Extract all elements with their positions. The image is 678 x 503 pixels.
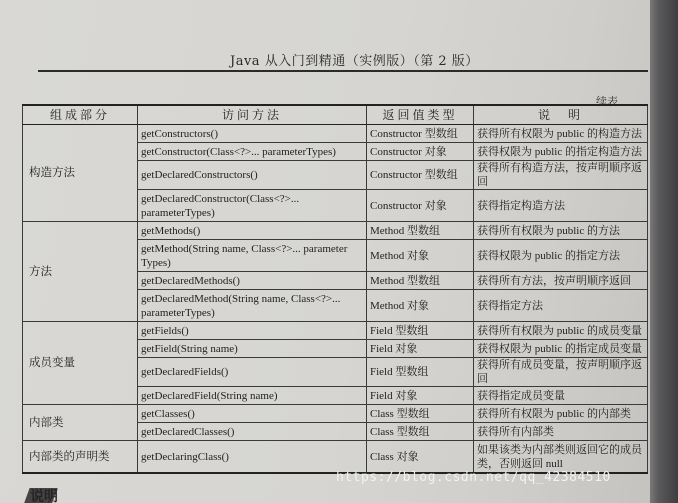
return-type-cell: Constructor 对象 [367,143,474,161]
page-header-title: Java 从入门到精通（实例版）（第 2 版） [230,54,479,69]
return-type-cell: Method 型数组 [367,222,474,240]
header-component: 组成部分 [23,105,138,125]
url-watermark: https://blog.csdn.net/qq_42384510 [336,470,611,485]
header-rule [38,70,648,72]
description-cell: 获得指定成员变量 [474,387,648,405]
table-row [23,222,648,240]
method-cell: getDeclaredConstructor(Class<?>... parameterTypes) [138,190,367,222]
method-cell: getField(String name) [138,340,367,358]
header-return-type: 返回值类型 [367,105,474,125]
return-type-cell: Field 型数组 [367,358,474,387]
method-cell: getDeclaredMethods() [138,272,367,290]
group-declaring-class: 内部类的声明类 [23,441,138,474]
description-cell: 如果该类为内部类则返回它的成员类，否则返回 null [474,441,648,474]
description-cell: 获得所有权限为 public 的内部类 [474,405,648,423]
return-type-cell: Class 型数组 [367,405,474,423]
description-cell: 获得权限为 public 的指定方法 [474,240,648,272]
method-cell: getClasses() [138,405,367,423]
return-type-cell: Method 对象 [367,290,474,322]
method-cell: getConstructors() [138,125,367,143]
return-type-cell: Field 型数组 [367,322,474,340]
method-cell: getConstructor(Class<?>... parameterTypes) [138,143,367,161]
description-cell: 获得指定构造方法 [474,190,648,222]
description-cell: 获得所有权限为 public 的成员变量 [474,322,648,340]
return-type-cell: Constructor 型数组 [367,161,474,190]
method-cell: getDeclaredMethod(String name, Class<?>... parameterTypes) [138,290,367,322]
method-cell: getDeclaringClass() [138,441,367,474]
table-row [23,405,648,423]
method-cell: getDeclaredConstructors() [138,161,367,190]
return-type-cell: Field 对象 [367,340,474,358]
note-badge: 说明 [30,489,58,503]
group-methods: 方法 [23,222,138,322]
description-cell: 获得所有构造方法，按声明顺序返回 [474,161,648,190]
description-cell: 获得指定方法 [474,290,648,322]
method-cell: getDeclaredFields() [138,358,367,387]
description-cell: 获得权限为 public 的指定成员变量 [474,340,648,358]
method-cell: getDeclaredField(String name) [138,387,367,405]
reflection-methods-table [22,104,648,474]
header-description: 说 明 [474,105,648,125]
description-cell: 获得所有成员变量，按声明顺序返回 [474,358,648,387]
return-type-cell: Method 型数组 [367,272,474,290]
return-type-cell: Constructor 型数组 [367,125,474,143]
description-cell: 获得所有权限为 public 的构造方法 [474,125,648,143]
description-cell: 获得所有内部类 [474,423,648,441]
table-row [23,322,648,340]
group-inner-classes: 内部类 [23,405,138,441]
method-cell: getFields() [138,322,367,340]
table-row [23,125,648,143]
method-cell: getDeclaredClasses() [138,423,367,441]
group-fields: 成员变量 [23,322,138,405]
table-row [23,441,648,474]
return-type-cell: Method 对象 [367,240,474,272]
method-cell: getMethods() [138,222,367,240]
continued-label: 续表 [596,95,618,108]
header-method: 访问方法 [138,105,367,125]
description-cell: 获得权限为 public 的指定构造方法 [474,143,648,161]
return-type-cell: Class 对象 [367,441,474,474]
return-type-cell: Class 型数组 [367,423,474,441]
description-cell: 获得所有权限为 public 的方法 [474,222,648,240]
method-cell: getMethod(String name, Class<?>... parameter Types) [138,240,367,272]
description-cell: 获得所有方法，按声明顺序返回 [474,272,648,290]
table-header-row [23,105,648,125]
return-type-cell: Field 对象 [367,387,474,405]
group-constructors: 构造方法 [23,125,138,222]
return-type-cell: Constructor 对象 [367,190,474,222]
